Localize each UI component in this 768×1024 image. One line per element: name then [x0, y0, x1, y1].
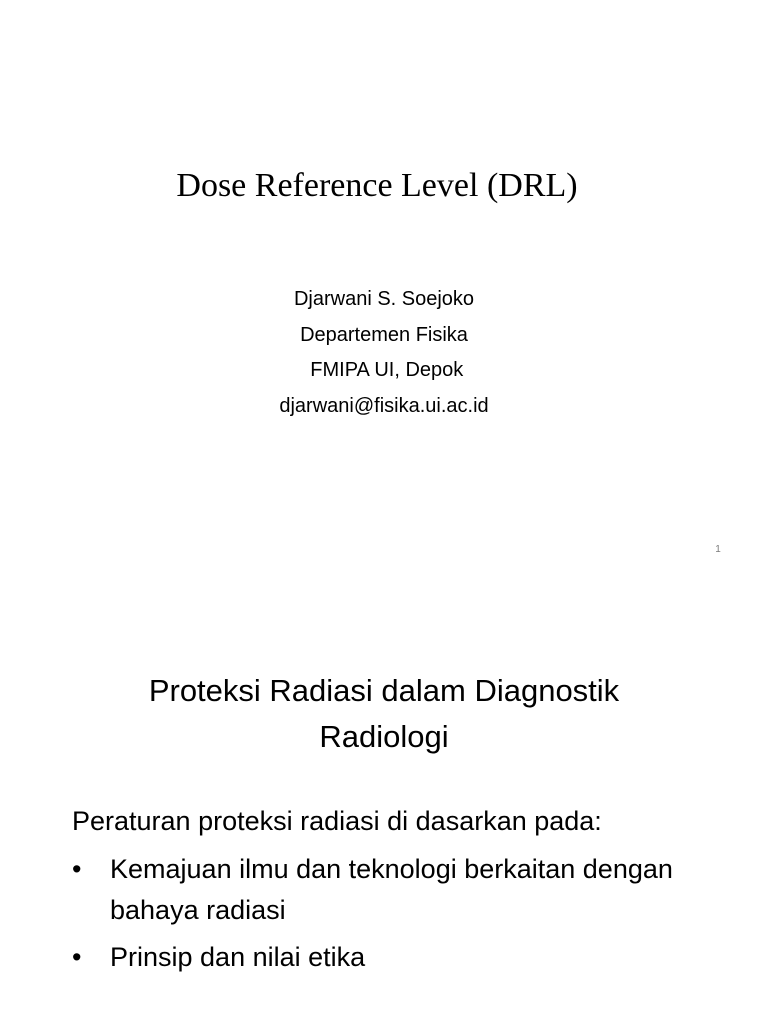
bullet-item: [72, 849, 712, 931]
slide-2: [0, 576, 768, 1024]
bullet-item: [72, 937, 712, 978]
intro-text: Peraturan proteksi radiasi di dasarkan pada:: [72, 806, 602, 836]
slide-title: Dose Reference Level (DRL): [176, 167, 578, 204]
bullet-icon: •: [72, 942, 82, 972]
slide-title-line: Proteksi Radiasi dalam Diagnostik: [148, 673, 620, 708]
slide-number: 1: [715, 544, 721, 555]
slide-title-line: Radiologi: [319, 719, 449, 754]
author-name: Djarwani S. Soejoko: [293, 288, 475, 310]
bullet-text: Prinsip dan nilai etika: [110, 942, 366, 972]
slide-title: [0, 668, 768, 760]
author-department: Departemen Fisika: [300, 323, 468, 346]
author-faculty: FMIPA UI, Depok: [304, 359, 464, 381]
author-block: [0, 282, 768, 424]
author-email: djarwani@fisika.ui.ac.id: [279, 394, 489, 417]
bullet-text: Kemajuan ilmu dan teknologi berkaitan dengan bahaya radiasi: [110, 854, 673, 925]
bullet-icon: •: [72, 854, 82, 884]
bullet-list: [72, 849, 712, 978]
slide-body: [72, 800, 712, 978]
